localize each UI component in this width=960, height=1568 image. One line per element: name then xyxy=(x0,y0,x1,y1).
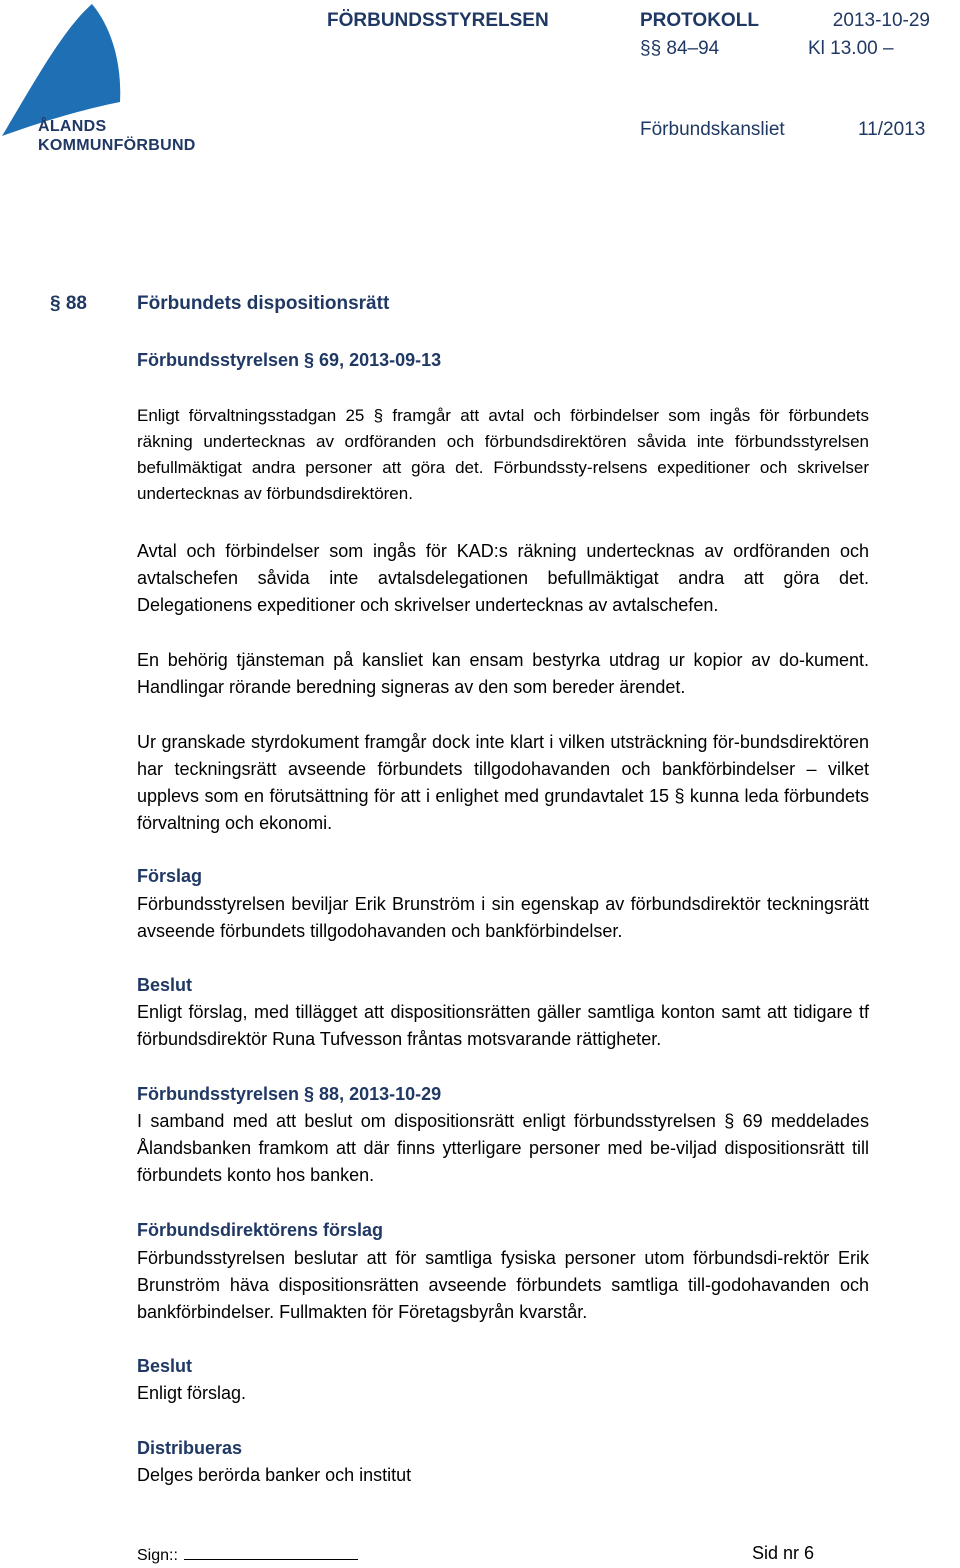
logo-line2: KOMMUNFÖRBUND xyxy=(38,137,196,154)
header-doc-type: PROTOKOLL xyxy=(640,10,759,31)
header-time: Kl 13.00 – xyxy=(808,38,894,59)
signature-area xyxy=(137,1545,358,1565)
header-date: 2013-10-29 xyxy=(832,10,930,31)
distribution-label: Distribueras xyxy=(137,1438,243,1458)
header-office: Förbundskansliet xyxy=(640,119,785,140)
paragraph-5: I samband med att beslut om dispositionsrätt enligt förbundsstyrelsen § 69 meddelades Ålandsbanken framkom att där finns ytterligare personer med be-viljad dispositionsrätt till förbundets konto hos banken. xyxy=(137,1111,869,1185)
header-issue: 11/2013 xyxy=(858,119,926,140)
decision-2-text: Enligt förslag. xyxy=(137,1383,247,1403)
section-number: § 88 xyxy=(50,293,87,314)
paragraph-1: Enligt förvaltningsstadgan 25 § framgår att avtal och förbindelser som ingås för förbundets räkning undertecknas av ordföranden och förbundsdirektören såvida inte förbundsstyrelsen befullmäktigat andra personer att göra det. Förbundssty-relsens expeditioner och skrivelser undertecknas av förbundsdirektören. xyxy=(137,406,869,503)
distribution-text: Delges berörda banker och institut xyxy=(137,1465,412,1485)
paragraph-3: En behörig tjänsteman på kansliet kan ensam bestyrka utdrag ur kopior av do-kument. Handlingar rörande beredning signeras av den som bereder ärendet. xyxy=(137,650,869,697)
header-org: FÖRBUNDSSTYRELSEN xyxy=(327,10,549,31)
decision-2-label: Beslut xyxy=(137,1356,193,1376)
reference-meeting-2: Förbundsstyrelsen § 88, 2013-10-29 xyxy=(137,1084,442,1104)
decision-1-label: Beslut xyxy=(137,975,193,995)
page-number: Sid nr 6 xyxy=(752,1543,815,1563)
logo xyxy=(0,0,210,160)
signature-label: Sign:: xyxy=(137,1547,178,1564)
proposal-label: Förslag xyxy=(137,866,203,886)
decision-1-text: Enligt förslag, med tillägget att dispositionsrätten gäller samtliga konton samt att tidigare tf förbundsdirektör Runa Tufvesson fråntas motsvarande rättigheter. xyxy=(137,1002,869,1049)
reference-meeting-1: Förbundsstyrelsen § 69, 2013-09-13 xyxy=(137,350,442,370)
director-proposal-label: Förbundsdirektörens förslag xyxy=(137,1220,384,1240)
proposal-text: Förbundsstyrelsen beviljar Erik Brunström i sin egenskap av förbundsdirektör teckningsrätt avseende förbundets tillgodohavanden och bankförbindelser. xyxy=(137,894,869,941)
header-sections: §§ 84–94 xyxy=(640,38,720,59)
paragraph-2: Avtal och förbindelser som ingås för KAD:s räkning undertecknas av ordföranden och avtalschefen såvida inte avtalsdelegationen befullmäktigat andra att göra det. Delegationens expeditioner och skrivelser undertecknas av avtalschefen. xyxy=(137,541,869,615)
paragraph-4: Ur granskade styrdokument framgår dock inte klart i vilken utsträckning för-bundsdirektören har teckningsrätt avseende förbundets tillgodohavanden och bankförbindelser – vilket upplevs som en förutsättning för att i enlighet med grundavtalet 15 § kunna leda förbundets förvaltning och ekonomi. xyxy=(137,732,869,833)
section-title: Förbundets dispositionsrätt xyxy=(137,293,390,314)
signature-line xyxy=(184,1545,358,1560)
director-proposal-text: Förbundsstyrelsen beslutar att för samtliga fysiska personer utom förbundsdi-rektör Erik Brunström häva dispositionsrätten avseende förbundets samtliga till-godohavanden och bankförbindelser. Fullmakten för Företagsbyrån kvarstår. xyxy=(137,1248,869,1322)
logo-line1: ÅLANDS xyxy=(38,118,107,135)
